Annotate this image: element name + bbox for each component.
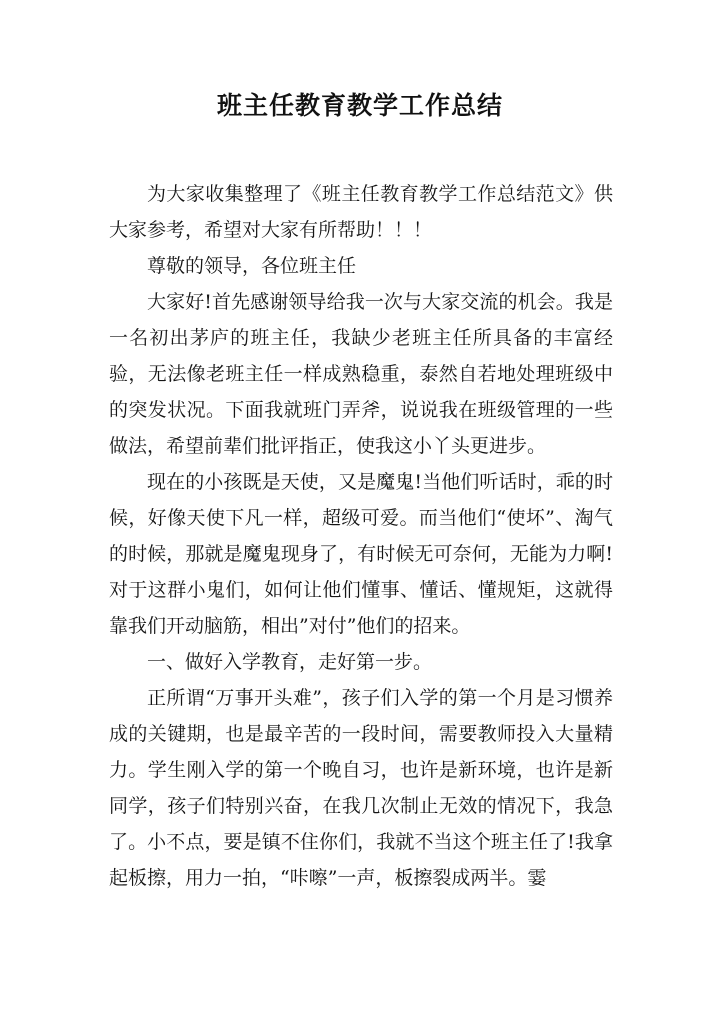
document-body <box>109 176 613 896</box>
paragraph-intro: 为大家收集整理了《班主任教育教学工作总结范文》供大家参考，希望对大家有所帮助！！！ <box>109 183 613 241</box>
paragraph-children: 现在的小孩既是天使，又是魔鬼!当他们听话时，乖的时候，好像天使下凡一样，超级可爱。而当他们“使坏”、淘气的时候，那就是魔鬼现身了，有时候无可奈何，无能为力啊!对于这群小鬼们，如何让他们懂事、懂话、懂规矩，这就得靠我们开动脑筋，相出”对付”他们的招来。 <box>109 471 613 637</box>
document-title: 班主任教育教学工作总结 <box>216 91 503 120</box>
paragraph-first-step: 正所谓“万事开头难”，孩子们入学的第一个月是习惯养成的关键期，也是最辛苦的一段时间，需要教师投入大量精力。学生刚入学的第一个晚自习，也许是新环境，也许是新同学，孩子们特别兴奋，在我几次制止无效的情况下，我急了。小不点，要是镇不住你们，我就不当这个班主任了!我拿起板擦，用力一拍，“咔嚓”一声，板擦裂成两半。霎 <box>109 687 613 889</box>
section-heading-1: 一、做好入学教育，走好第一步。 <box>147 651 433 673</box>
paragraph-salutation: 尊敬的领导，各位班主任 <box>147 255 357 277</box>
paragraph-greeting: 大家好!首先感谢领导给我一次与大家交流的机会。我是一名初出茅庐的班主任，我缺少老班主任所具备的丰富经验，无法像老班主任一样成熟稳重，泰然自若地处理班级中的突发状况。下面我就班门弄斧，说说我在班级管理的一些做法，希望前辈们批评指正，使我这小丫头更进步。 <box>109 291 613 457</box>
